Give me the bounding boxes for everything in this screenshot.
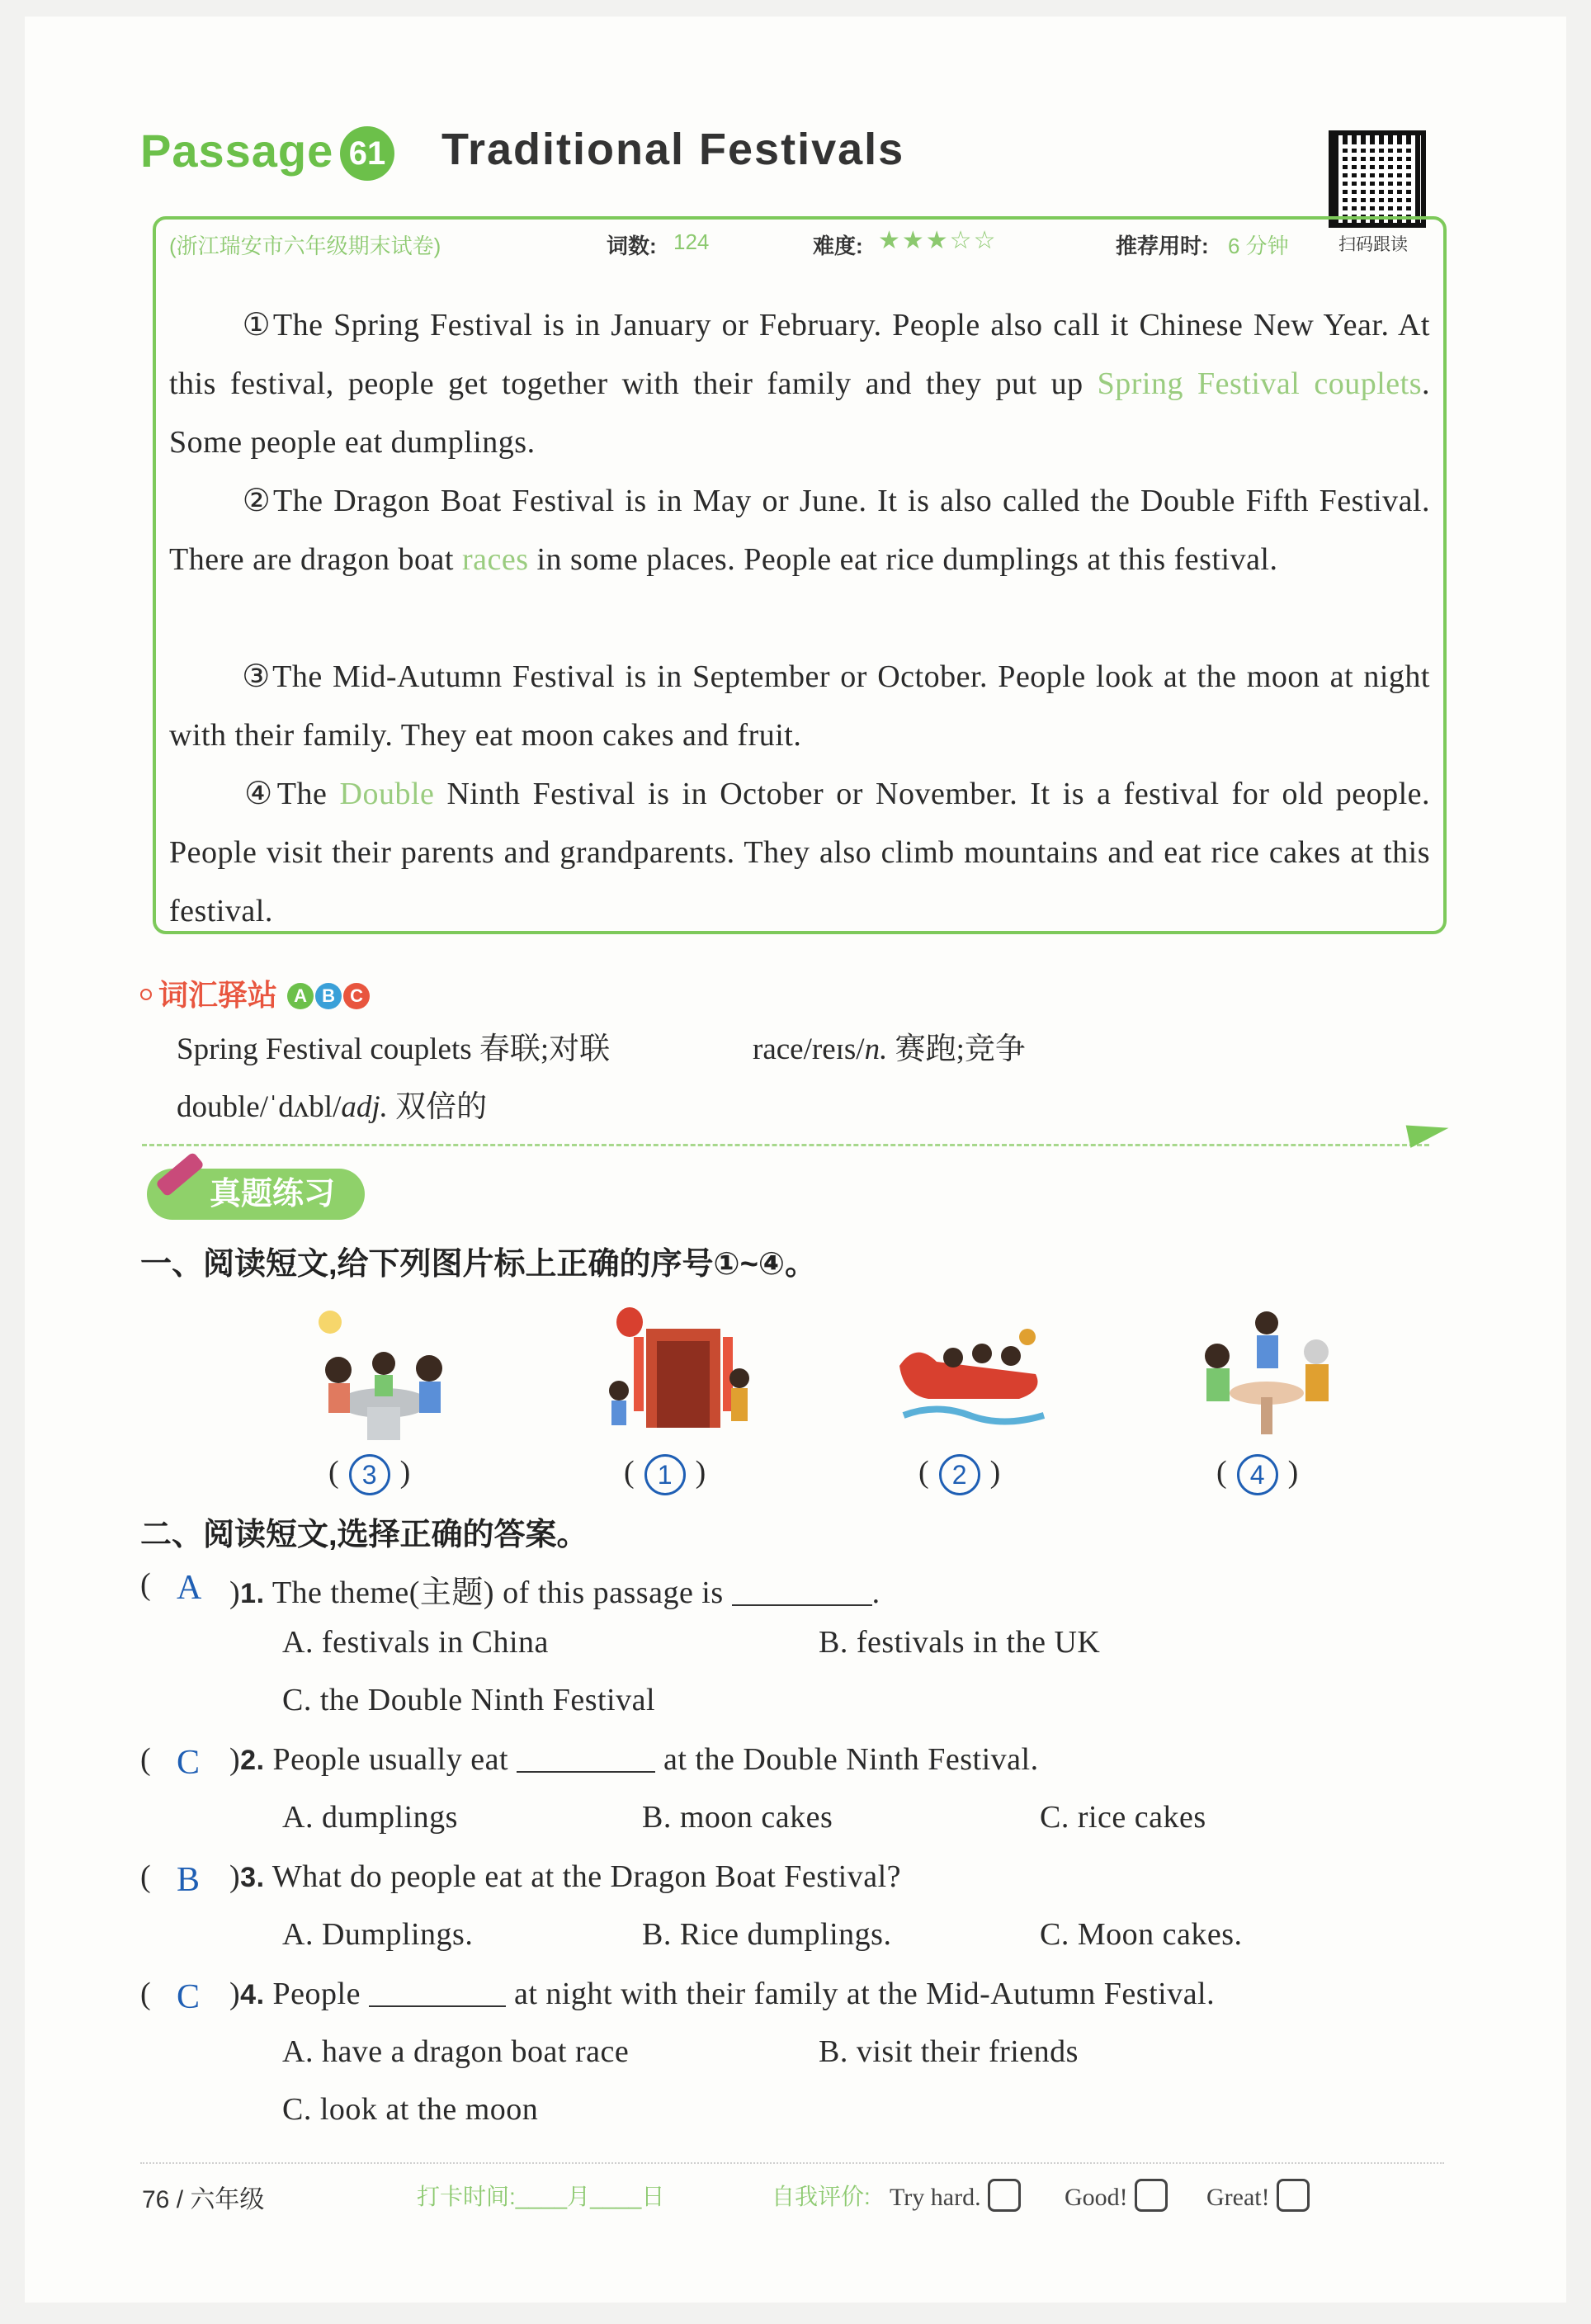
picture-4-answer[interactable]: ( 4 ) <box>1216 1454 1298 1495</box>
word-count: 124 <box>673 229 710 254</box>
practice-badge: 真题练习 <box>147 1169 365 1220</box>
double-ninth-picture <box>1188 1302 1345 1443</box>
answer-circle: 2 <box>939 1454 980 1495</box>
paragraph-number: ④ <box>240 775 277 811</box>
section-1-heading: 一、阅读短文,给下列图片标上正确的序号①~④。 <box>140 1247 817 1282</box>
option-2a[interactable]: A. dumplings <box>282 1800 458 1835</box>
answer-blank[interactable] <box>369 2005 506 2007</box>
question-text: People <box>272 1977 369 2011</box>
answer-circle: 3 <box>349 1454 390 1495</box>
vocab-pos: n. <box>864 1032 888 1066</box>
option-4b[interactable]: B. visit their friends <box>819 2034 1079 2069</box>
question-4-answer[interactable]: C <box>177 1978 201 2016</box>
question-text: The theme(主题) of this passage is <box>271 1575 732 1610</box>
page-number: 76 / 六年级 <box>142 2186 265 2213</box>
self-eval-text: Try hard. <box>890 2184 981 2211</box>
passage-title: Traditional Festivals <box>441 125 905 174</box>
passage-label: Passage <box>140 125 334 177</box>
question-number: 2. <box>240 1745 265 1776</box>
answer-circle: 1 <box>644 1454 686 1495</box>
passage-number: 61 <box>340 126 394 181</box>
footer-divider <box>140 2162 1444 2164</box>
option-1a[interactable]: A. festivals in China <box>282 1625 549 1660</box>
answer-blank[interactable] <box>517 1771 655 1773</box>
paragraph-2 <box>169 471 1430 589</box>
paragraph-text: The Spring Festival is in January or February. People also call it Chinese New Year. At this festival, people get together with their family and they put up <box>169 308 1430 401</box>
question-3: )3. What do people eat at the Dragon Boat Festival? <box>229 1859 901 1894</box>
vocab-heading <box>158 972 370 1014</box>
question-text: . <box>871 1575 880 1610</box>
question-number: 1. <box>240 1578 265 1609</box>
self-eval-great[interactable] <box>1206 2179 1310 2212</box>
answer-circle: 4 <box>1237 1454 1278 1495</box>
option-1b[interactable]: B. festivals in the UK <box>819 1625 1101 1660</box>
vocab-word: race/reɪs/ <box>753 1032 865 1066</box>
option-4c[interactable]: C. look at the moon <box>282 2092 539 2127</box>
question-1-answer[interactable]: A <box>177 1569 202 1607</box>
checkbox-icon[interactable] <box>988 2179 1021 2212</box>
self-eval-good[interactable] <box>1065 2179 1168 2212</box>
vocab-meaning: 赛跑;竞争 <box>895 1032 1026 1066</box>
picture-1-answer[interactable]: ( 3 ) <box>328 1454 410 1495</box>
question-2: )2. People usually eat at the Double Ninth Festival. <box>229 1742 1039 1777</box>
question-3-answer[interactable]: B <box>177 1861 201 1899</box>
checkbox-icon[interactable] <box>1277 2179 1310 2212</box>
vocab-meaning: 双倍的 <box>395 1090 488 1124</box>
question-4: )4. People at night with their family at the Mid-Autumn Festival. <box>229 1977 1216 2011</box>
vocab-entry-double <box>177 1081 487 1126</box>
paragraph-text: . Some people eat dumplings. <box>169 366 1431 460</box>
checkbox-icon[interactable] <box>1135 2179 1168 2212</box>
highlight-phrase: Spring Festival couplets <box>1097 366 1423 401</box>
highlight-phrase: races <box>461 542 529 577</box>
divider <box>142 1144 1429 1146</box>
spring-festival-picture <box>601 1304 758 1444</box>
paragraph-text: The Mid-Autumn Festival is in September or October. People look at the moon at night with their family. They eat moon cakes and fruit. <box>169 659 1430 753</box>
option-1c[interactable]: C. the Double Ninth Festival <box>282 1683 656 1717</box>
vocab-pos: adj. <box>341 1090 388 1124</box>
checkin-time: 打卡时间:____月____日 <box>417 2184 665 2209</box>
answer-paren: ( <box>140 1977 151 2011</box>
answer-paren: ( <box>140 1742 151 1777</box>
paragraph-number: ③ <box>240 658 273 694</box>
question-1: )1. The theme(主题) of this passage is . <box>229 1575 880 1610</box>
time-label: 推荐用时: <box>1116 234 1209 258</box>
option-2b[interactable]: B. moon cakes <box>642 1800 833 1835</box>
source-label: (浙江瑞安市六年级期末试卷) <box>169 234 441 258</box>
time-value: 6 分钟 <box>1228 234 1289 258</box>
answer-paren: ( <box>140 1567 151 1602</box>
vocab-entry-race <box>753 1023 1026 1068</box>
paragraph-text: The <box>276 777 340 811</box>
question-number: 4. <box>240 1979 265 2010</box>
highlight-phrase: Double <box>339 777 435 811</box>
mid-autumn-picture <box>305 1304 462 1444</box>
self-eval-label: 自我评价: <box>772 2184 871 2209</box>
paragraph-4 <box>169 764 1430 941</box>
option-3a[interactable]: A. Dumplings. <box>282 1917 474 1952</box>
vocab-word: double/ˈdʌbl/ <box>177 1090 342 1124</box>
difficulty-stars-icon: ★★★☆☆ <box>878 227 998 254</box>
paragraph-text: in some places. People eat rice dumplings at this festival. <box>528 542 1278 577</box>
abc-c-icon: C <box>343 983 370 1009</box>
paragraph-text: The Dragon Boat Festival is in May or June. It is also called the Double Fifth Festival. There are dragon boat <box>169 484 1430 577</box>
picture-2-answer[interactable]: ( 1 ) <box>624 1454 706 1495</box>
difficulty-label: 难度: <box>813 234 863 258</box>
option-4a[interactable]: A. have a dragon boat race <box>282 2034 630 2069</box>
vocab-entry-couplets: Spring Festival couplets 春联;对联 <box>177 1032 611 1066</box>
section-2-heading: 二、阅读短文,选择正确的答案。 <box>140 1518 588 1552</box>
question-text: What do people eat at the Dragon Boat Festival? <box>271 1859 901 1894</box>
abc-b-icon: B <box>315 983 342 1009</box>
qr-label: 扫码跟读 <box>1338 235 1408 254</box>
option-3b[interactable]: B. Rice dumplings. <box>642 1917 892 1952</box>
option-2c[interactable]: C. rice cakes <box>1040 1800 1206 1835</box>
question-text: People usually eat <box>272 1742 517 1777</box>
paragraph-3 <box>169 647 1430 765</box>
paragraph-1 <box>169 295 1430 472</box>
paragraph-text: Ninth Festival is in October or November. It is a festival for old people. People visit their parents and grandparents. They also climb mountains and eat rice cakes at this festival. <box>169 777 1431 928</box>
question-text: at night with their family at the Mid-Autumn Festival. <box>505 1977 1216 2011</box>
self-eval-text: Great! <box>1206 2184 1270 2211</box>
question-number: 3. <box>240 1862 265 1893</box>
answer-blank[interactable] <box>732 1604 872 1606</box>
abc-a-icon: A <box>287 983 314 1009</box>
paragraph-number: ② <box>240 482 273 518</box>
bullet-icon <box>140 989 152 1000</box>
word-count-label: 词数: <box>607 234 657 258</box>
option-3c[interactable]: C. Moon cakes. <box>1040 1917 1243 1952</box>
dragon-boat-picture <box>895 1312 1052 1452</box>
vocab-heading-text: 词汇驿站 <box>158 978 278 1012</box>
paragraph-number: ① <box>240 306 273 342</box>
question-text: at the Double Ninth Festival. <box>655 1742 1039 1777</box>
answer-paren: ( <box>140 1859 151 1894</box>
self-eval-try-hard[interactable] <box>890 2179 1021 2212</box>
question-2-answer[interactable]: C <box>177 1744 201 1782</box>
picture-3-answer[interactable]: ( 2 ) <box>918 1454 1000 1495</box>
qr-code-icon[interactable] <box>1329 130 1426 228</box>
self-eval-text: Good! <box>1065 2184 1128 2211</box>
